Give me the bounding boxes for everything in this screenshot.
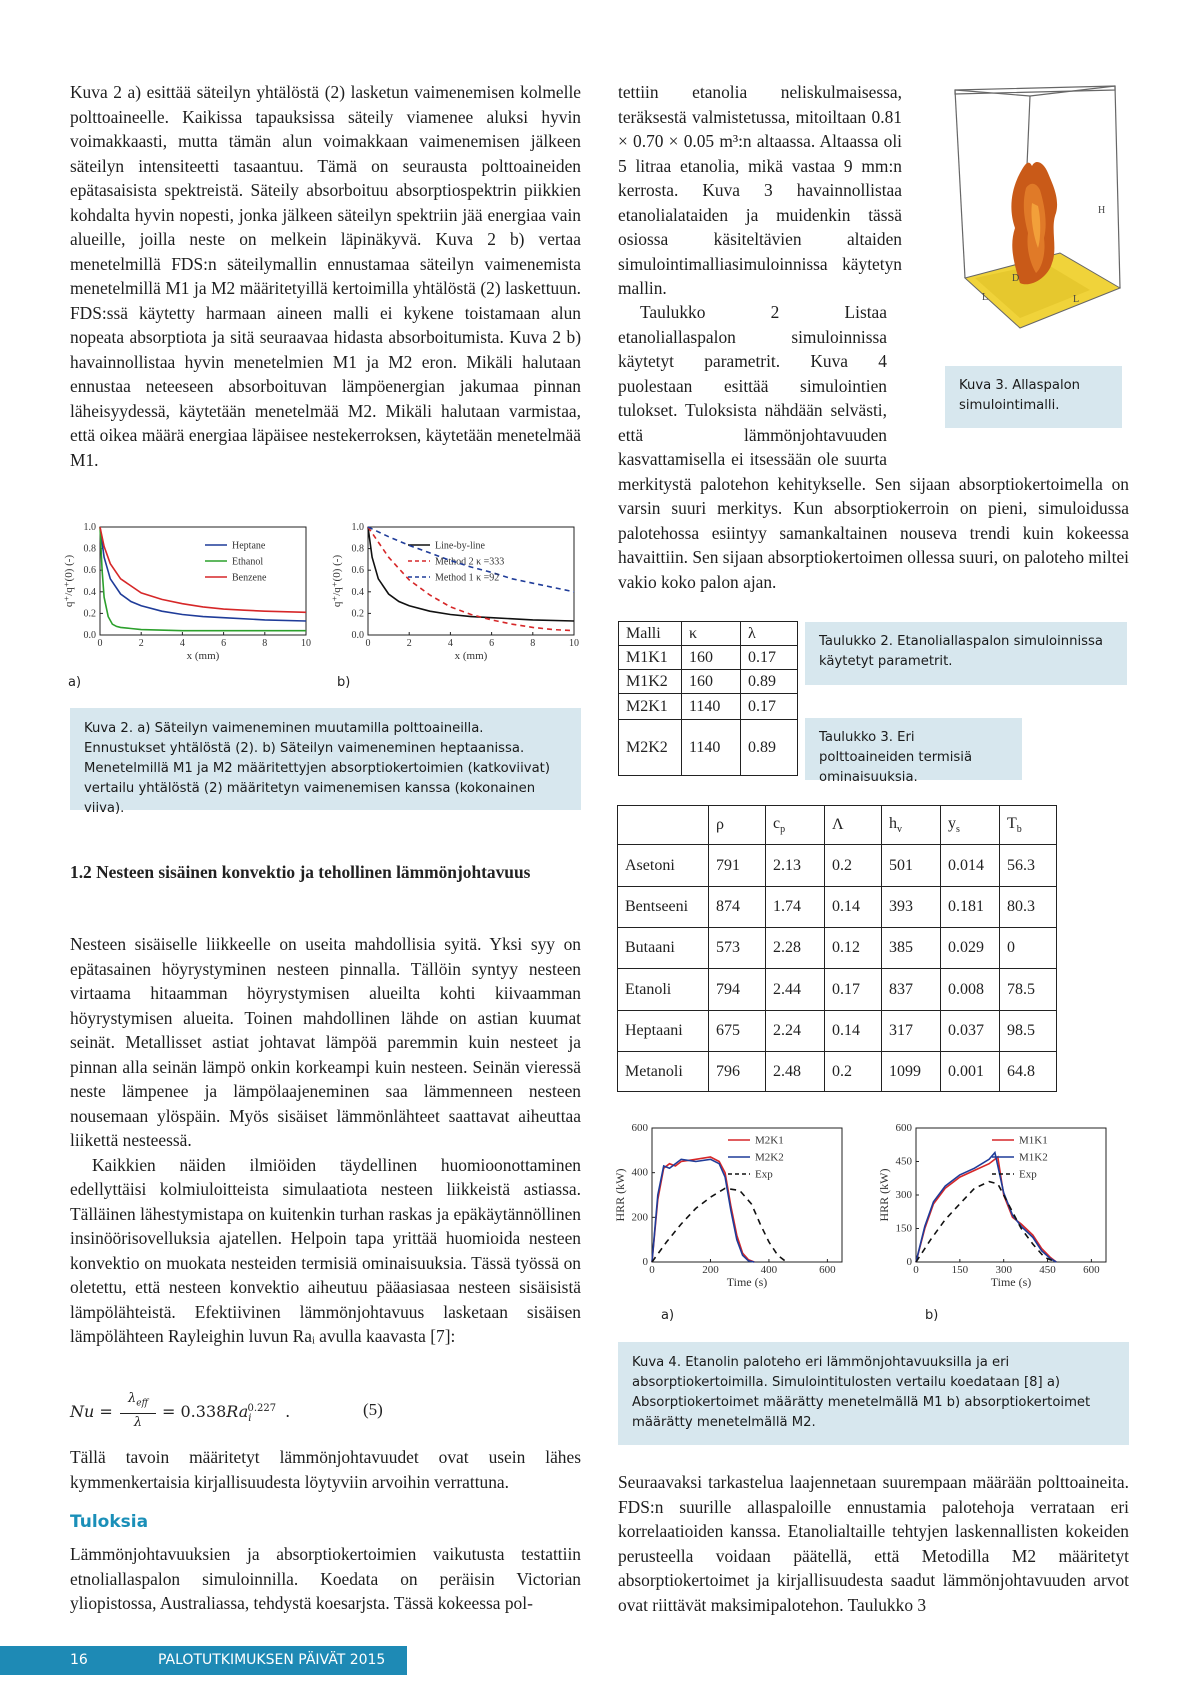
- x-tick-label: 200: [702, 1264, 719, 1276]
- x-tick-label: 150: [951, 1264, 969, 1276]
- figure-2a-chart: [60, 515, 325, 680]
- x-axis-label: x (mm): [186, 650, 220, 662]
- figure-3-pool-model: [920, 78, 1140, 338]
- x-tick-label: 2: [406, 638, 412, 649]
- table-row: M1K1 160 0.17: [619, 646, 798, 670]
- page-footer: [0, 1646, 407, 1675]
- results-heading: Tuloksia: [70, 1512, 149, 1532]
- table-row: Asetoni 791 2.13 0.2 501 0.014 56.3: [618, 845, 1057, 887]
- y-tick-label: 0.0: [351, 630, 364, 641]
- plot-frame: [916, 1128, 1106, 1262]
- series-line: [916, 1182, 1056, 1262]
- legend-label: M1K1: [1019, 1134, 1048, 1147]
- panel-label-2a: a): [68, 675, 82, 690]
- x-tick-label: 0: [97, 638, 103, 649]
- x-tick-label: 300: [995, 1264, 1012, 1276]
- legend-label: Method 1 κ =92: [435, 572, 500, 584]
- dimension-d-label: D: [1012, 273, 1020, 284]
- x-axis-label: x (mm): [454, 650, 488, 662]
- y-tick-label: 400: [631, 1166, 648, 1179]
- footer-title: PALOTUTKIMUKSEN PÄIVÄT 2015: [158, 1652, 386, 1668]
- figure-4-caption: Kuva 4. Etanolin paloteho eri lämmönjohtavuuksilla ja eri absorptiokertoimilla. Simulointitulosten vertailu koedataan [8] a) Absorptiokertoimet määrätty menetelmällä M1 b) absorptiokertoimet määrätty menetelmällä M2.: [618, 1342, 1129, 1445]
- figure-2b-chart: [328, 515, 593, 680]
- x-tick-label: 4: [179, 638, 185, 649]
- x-tick-label: 4: [447, 638, 453, 649]
- results-paragraph: Lämmönjohtavuuksien ja absorptiokertoimien vaikutusta testattiin etnoliallaspalon simuloinnilla. Koedata on peräisin Victorian yliopistossa, Australiassa, tehdystä koesarjsta. Tässä kokeessa pol-: [70, 1544, 581, 1613]
- table-row: Metanoli 796 2.48 0.2 1099 0.001 64.8: [618, 1052, 1057, 1092]
- y-tick-label: 150: [895, 1222, 912, 1235]
- x-tick-label: 0: [365, 638, 371, 649]
- pool-description-paragraph: tettiin etanolia neliskulmaisessa, teräksestä valmistetussa, mitoiltaan 0.81 × 0.70 × 0.05 m³:n altaassa. Altaassa oli 5 litraa etanolia, mikä vastaa 9 mm:n kerrosta. Kuva 3 havainnollistaa etanolialataiden ja muidenkin tässä osiossa käsiteltävien altaiden simulointimalliasimuloinnissa käytetyn mallin.: [618, 82, 902, 298]
- x-tick-label: 10: [569, 638, 579, 649]
- y-tick-label: 0: [906, 1256, 912, 1268]
- panel-label-4a: a): [661, 1308, 675, 1323]
- y-tick-label: 1.0: [351, 522, 364, 533]
- series-line: [100, 527, 306, 612]
- y-tick-label: 0.6: [83, 565, 96, 577]
- panel-label-2b: b): [337, 675, 351, 690]
- x-tick-label: 6: [489, 638, 495, 649]
- y-tick-label: 0.2: [83, 608, 96, 620]
- y-tick-label: 0.8: [83, 543, 96, 555]
- legend-label: M2K1: [755, 1134, 784, 1147]
- table-2-parameters: [618, 621, 798, 776]
- equation-number: (5): [363, 1400, 383, 1419]
- figure-4b-chart: [872, 1118, 1134, 1303]
- x-axis-label: Time (s): [990, 1275, 1032, 1289]
- table-row: Heptaani 675 2.24 0.14 317 0.037 98.5: [618, 1011, 1057, 1052]
- legend-label: M2K2: [755, 1151, 784, 1164]
- x-tick-label: 450: [1039, 1264, 1056, 1276]
- page-number: 16: [70, 1652, 88, 1668]
- y-tick-label: 0: [642, 1256, 648, 1268]
- table-row: Bentseeni 874 1.74 0.14 393 0.181 80.3: [618, 887, 1057, 928]
- y-tick-label: 600: [631, 1122, 648, 1134]
- y-tick-label: 200: [631, 1211, 648, 1224]
- legend-label: Exp: [755, 1168, 773, 1181]
- series-line: [100, 527, 306, 631]
- x-tick-label: 10: [301, 638, 311, 649]
- y-tick-label: 0.6: [351, 565, 364, 577]
- conductivity-paragraph: Tällä tavoin määritetyt lämmönjohtavuudet ovat usein lähes kymmenkertaisia kirjallisuudesta löytyviin arvoihin verrattuna.: [70, 1447, 581, 1492]
- x-tick-label: 0: [649, 1264, 655, 1276]
- figure-3-caption: Kuva 3. Allaspalon simulointimalli.: [945, 366, 1122, 428]
- intro-paragraph: Kuva 2 a) esittää säteilyn yhtälöstä (2) lasketun vaimenemisen kolmelle polttoaineelle. Kaikissa tapauksissa säteily viamenee aluksi hyvin voimakkaasti, mutta tämän alun voimakkaan vaimenemisen jälkeen säteilyn intensiteetti tasaantuu. Tämä on seurausta polttoaineiden epätasaisista spektreistä. Säteily absorboituu absorptiospektrin piikkien kohdalta hyvin nopesti, jonka jälkeen säteilyn spektriin jää energiaa vain alueille, joilla neste on melkein läpinäkyvä. Kuva 2 b) vertaa menetelmillä FDS:n säteilymallin ennustamaa säteilyn vaimenemista menetelmillä M1 ja M2 määritetyillä kertoimilla yhtälöstä (2) laskettuun. FDS:ssä käytetty harmaan aineen malli ei kykene toistamaan alun nopeata absorptiota ja sitä seuraavaa hidasta absorboitumista. Kuva 2 b) havainnollistaa hyvin menetelmien M1 ja M2 eron. Mikäli halutaan ennustaa neteeseen absorboituvan lämpöenergian jakumaa pinnan läheisyydessä, käytetään menetelmää M2. Mikäli halutaan varmistaa, että oikea määrä energiaa läpäisee nestekerroksen, käytetään menetelmää M1.: [70, 82, 581, 470]
- table-row: Etanoli 794 2.44 0.17 837 0.008 78.5: [618, 969, 1057, 1011]
- table-2-caption: Taulukko 2. Etanoliallaspalon simuloinnissa käytetyt parametrit.: [805, 622, 1127, 685]
- x-tick-label: 2: [138, 638, 144, 649]
- legend-label: Benzene: [232, 572, 267, 584]
- table-3-properties: [617, 805, 1057, 1092]
- y-tick-label: 0.0: [83, 630, 96, 641]
- dimension-h-label: H: [1098, 205, 1106, 216]
- x-tick-label: 0: [913, 1264, 919, 1276]
- x-tick-label: 600: [819, 1264, 836, 1276]
- y-tick-label: 300: [895, 1189, 912, 1201]
- plot-frame: [652, 1128, 842, 1262]
- equation-5: Nu = $\lambda_{eff}$ λ = $0.338Ra_i^{0.227}$ .: [70, 1391, 291, 1430]
- table-3-caption: Taulukko 3. Eri polttoaineiden termisiä ominaisuuksia.: [805, 718, 1022, 780]
- series-line: [652, 1188, 787, 1262]
- convection-paragraph: Nesteen sisäiselle liikkeelle on useita mahdollisia syitä. Yksi syy on epätasainen höyrystyminen nesteen pinnalla. Tällöin syntyy nesteen virtaama hitaamman höyrystymisen alueilta kohti kiivaamman höyrystymisen alueita. Toinen mahdollinen lähde on astian kuumat seinät. Metallisset astiat johtavat lämpöä paremmin kuin nesteet ja pinnan alla seinän lämpö onkin korkeampi kuin nesteen. Seinän vieressä neste lämpenee ja lämpölaajeneminen saa lämmenneen nesteen nousemaan ylöspäin. Myös sisäiset lämmönlähteet saattavat aiheuttaa liikettä nesteessä. Kaikkien näiden ilmiöiden täydellinen huomioonottaminen edellyttäisi kolmiuloitteista simulaatiota nesteen liikkeistä astiassa. Tälläinen lähestymistapa on kuitenkin turhan raskas ja epäkäytännöllinen insinöörisovelluksia ajatellen. Helpoin tapa yrittää huomioida nesteen konvektio on muokata nesteiden termisiä ominaisuuksia. Tässä työssä on oletettu, että nesteen konvektio aiheutuu pääasiasaa nesteen sisäisistä lämpölähteistä. Efektiivinen lämmönjohtavuus lasketaan sisäisen lämpölähteen Rayleighin luvun Raᵢ avulla kaavasta [7]:: [70, 934, 581, 1346]
- figure-2-caption: Kuva 2. a) Säteilyn vaimeneminen muutamilla polttoaineilla. Ennustukset yhtälöstä (2). b) Säteilyn vaimeneminen heptaanissa. Menetelmillä M1 ja M2 määritettyjen absorptiokertoimien (katkoviivat) vertailu yhtälöstä (2) määritetyn vaimenemisen kanssa (kokonainen viiva).: [70, 708, 581, 810]
- y-axis-label: HRR (kW): [877, 1168, 891, 1222]
- legend-label: M1K2: [1019, 1151, 1048, 1164]
- dimension-l1-label: L: [982, 292, 989, 303]
- table-row: Butaani 573 2.28 0.12 385 0.029 0: [618, 928, 1057, 969]
- legend-label: Ethanol: [232, 556, 264, 568]
- table-2-header: Malli: [619, 622, 682, 646]
- plot-frame: [100, 527, 306, 635]
- table-header-row: ρ $c_p$ Λ $h_v$ $y_s$ $T_b$: [618, 806, 1057, 845]
- y-tick-label: 0.8: [351, 543, 364, 555]
- next-section-paragraph: Seuraavaksi tarkastelua laajennetaan suurempaan määrään polttoaineita. FDS:n suurille allaspaloille ennustamia palotehoja verrataan eri korrelaatioiden kanssa. Etanolialtaille tehtyjen laskennallisten kokeiden perusteella voidaan päätellä, että Metodilla M2 määritetyt absorptiokertoimet ja kirjallisuudesta saadut lämmönjohtavuuden arvot ovat riittävät maksimipalotehon. Taulukko 3: [618, 1472, 1129, 1615]
- panel-label-4b: b): [925, 1308, 939, 1323]
- y-tick-label: 0.2: [351, 608, 364, 620]
- simulation-results-paragraph: Taulukko 2 Listaa etanoliallaspalon simuloinnissa käytetyt parametrit. Kuva 4 puolestaan esittää simulointien tulokset. Tuloksista nähdään selvästi, että lämmönjohtavuuden kasvattamisella ei itsessään ole suurta merkitystä palotehon kehitykselle. Sen sijaan absorptiokertoimella on varsin suuri merkitys. Kun absorptiokerroin on pieni, simuloidussa palotehossa esiintyy samankaltainen nouseva trendi kuin kokeessa havaittiin. Sen sijaan absorptiokertoimen ollessa suuri, on paloteho miltei vakio koko palon ajan.: [618, 302, 1129, 592]
- table-2-header: κ: [682, 622, 741, 646]
- y-tick-label: 450: [895, 1155, 912, 1168]
- y-tick-label: 0.4: [83, 586, 96, 598]
- legend-label: Line-by-line: [435, 540, 485, 552]
- y-axis-label: HRR (kW): [613, 1168, 627, 1222]
- table-2-header: λ: [741, 622, 798, 646]
- x-axis-label: Time (s): [726, 1275, 768, 1289]
- table-row: M2K1 1140 0.17: [619, 694, 798, 720]
- y-tick-label: 1.0: [83, 522, 96, 533]
- section-heading: 1.2 Nesteen sisäinen konvektio ja tehollinen lämmönjohtavuus: [70, 862, 531, 882]
- dimension-l2-label: L: [1073, 294, 1080, 305]
- legend-label: Exp: [1019, 1168, 1037, 1181]
- y-tick-label: 0.4: [351, 586, 364, 598]
- flame-icon: [1011, 162, 1057, 284]
- table-row: M2K2 1140 0.89: [619, 720, 798, 776]
- legend-label: Heptane: [232, 540, 266, 552]
- x-tick-label: 400: [760, 1264, 778, 1276]
- y-axis-label: q⁺/q⁺(0) (-): [331, 554, 343, 608]
- y-tick-label: 600: [895, 1122, 912, 1134]
- x-tick-label: 8: [530, 638, 536, 649]
- legend-label: Method 2 κ =333: [435, 556, 505, 568]
- x-tick-label: 600: [1083, 1264, 1100, 1276]
- figure-4a-chart: [608, 1118, 870, 1303]
- x-tick-label: 6: [221, 638, 227, 649]
- table-row: M1K2 160 0.89: [619, 670, 798, 694]
- x-tick-label: 8: [262, 638, 268, 649]
- y-axis-label: q⁺/q⁺(0) (-): [63, 554, 75, 608]
